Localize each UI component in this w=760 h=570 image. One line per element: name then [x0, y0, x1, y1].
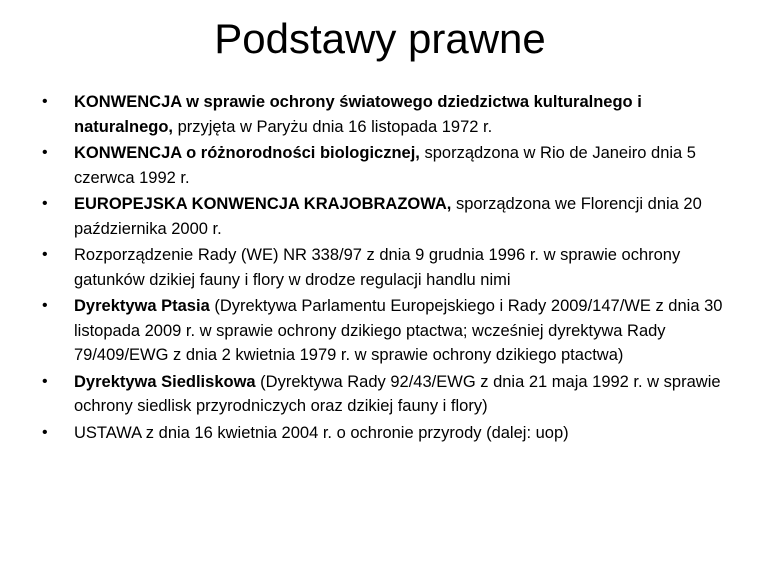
item-bold-text: Dyrektywa Ptasia	[74, 297, 210, 315]
list-item	[38, 370, 728, 419]
item-bold-text: KONWENCJA w sprawie ochrony światowego dziedzictwa kulturalnego i naturalnego,	[74, 93, 642, 136]
bullet-icon: •	[42, 93, 48, 110]
bullet-icon: •	[42, 246, 48, 263]
item-text: sporządzona we Florencji dnia 20 października 2000 r.	[74, 195, 702, 238]
item-text: USTAWA z dnia 16 kwietnia 2004 r. o ochronie przyrody (dalej: uop)	[74, 423, 569, 442]
item-text: (Dyrektywa Parlamentu Europejskiego i Rady 2009/147/WE z dnia 30 listopada 2009 r. w sprawie ochrony dzikiego ptactwa; wcześniej dyrektywa Rady 79/409/EWG z dnia 2 kwietnia 1979 r. w sprawie ochrony dzikiego ptactwa)	[74, 297, 723, 364]
item-text: (Dyrektywa Rady 92/43/EWG z dnia 21 maja 1992 r. w sprawie ochrony siedlisk przyrodniczych oraz dzikiej fauny i flory)	[74, 372, 721, 415]
item-text: Rozporządzenie Rady (WE) NR 338/97 z dnia 9 grudnia 1996 r. w sprawie ochrony gatunków dzikiej fauny i flory w drodze regulacji handlu nimi	[74, 246, 681, 289]
item-text: przyjęta w Paryżu dnia 16 listopada 1972 r.	[173, 117, 493, 136]
item-text: sporządzona w Rio de Janeiro dnia 5 czerwca 1992 r.	[74, 144, 696, 187]
item-bold-text: KONWENCJA o różnorodności biologicznej,	[74, 144, 420, 162]
bullet-icon: •	[42, 297, 48, 314]
slide-title: Podstawy prawne	[214, 15, 546, 62]
bullet-list	[38, 90, 728, 447]
item-bold-text: EUROPEJSKA KONWENCJA KRAJOBRAZOWA,	[74, 195, 452, 213]
bullet-icon: •	[42, 423, 48, 441]
list-item	[38, 421, 728, 446]
list-item	[38, 90, 728, 139]
bullet-icon: •	[42, 372, 48, 390]
item-bold-text: Dyrektywa Siedliskowa	[74, 372, 256, 391]
list-item	[38, 192, 728, 241]
list-item	[38, 141, 728, 190]
list-item	[38, 294, 728, 368]
bullet-icon: •	[42, 144, 48, 161]
list-item	[38, 243, 728, 292]
bullet-icon: •	[42, 195, 48, 212]
